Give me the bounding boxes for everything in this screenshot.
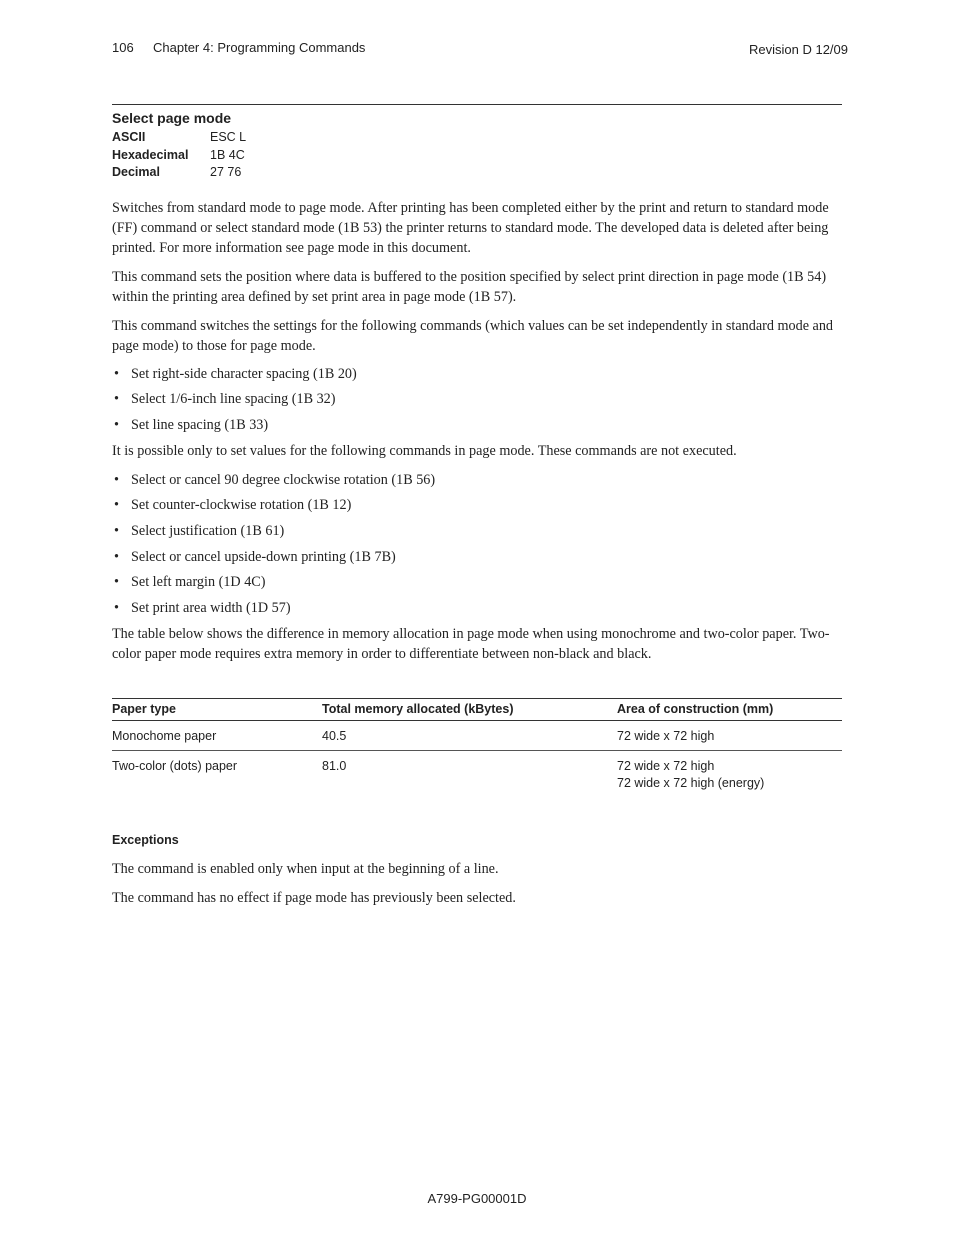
page-content: [112, 104, 842, 908]
list-item-text: Select or cancel 90 degree clockwise rotation (1B 56): [131, 471, 436, 488]
code-row-hex: [112, 147, 842, 165]
bullet-marker: •: [114, 497, 119, 514]
table-cell: Monochome paper: [112, 720, 322, 750]
exceptions-heading: Exceptions: [112, 832, 179, 847]
list-item-text: Set print area width (1D 57): [131, 600, 291, 616]
list-item: [112, 364, 842, 384]
section-rule: [112, 104, 842, 105]
page-number: 106: [112, 40, 134, 55]
code-label: ASCII: [112, 130, 146, 144]
table-row: [112, 750, 842, 797]
list-item: [112, 547, 842, 567]
command-codes: [112, 129, 842, 182]
code-row-decimal: [112, 164, 842, 182]
list-item-text: Select or cancel upside-down printing (1B 7B): [131, 548, 396, 565]
bullet-marker: •: [114, 391, 119, 408]
column-header: Paper type: [112, 698, 322, 720]
column-header: Total memory allocated (kBytes): [322, 698, 617, 720]
list-item: [112, 495, 842, 515]
page-footer: [0, 1191, 954, 1206]
bullet-marker: •: [114, 416, 119, 433]
bullet-marker: •: [114, 365, 119, 382]
bullet-marker: •: [114, 574, 119, 591]
list-item-text: Set left margin (1D 4C): [131, 574, 266, 591]
revision-label: Revision D 12/09: [749, 42, 848, 57]
list-item: [112, 572, 842, 592]
paragraph: This command switches the settings for the following commands (which values can be set independently in standard mode and page mode) to those for page mode.: [112, 317, 834, 354]
bullet-list: [112, 364, 842, 435]
table-cell: 81.0: [322, 758, 347, 773]
code-label: Hexadecimal: [112, 147, 189, 162]
list-item-text: Select 1/6-inch line spacing (1B 32): [131, 391, 336, 408]
paragraph: It is possible only to set values for the following commands in page mode. These commands are not executed.: [112, 442, 737, 459]
list-item-text: Select justification (1B 61): [131, 522, 285, 539]
memory-table: [112, 698, 842, 797]
chapter-title: Chapter 4: Programming Commands: [153, 40, 366, 55]
bullet-list: [112, 470, 842, 618]
bullet-marker: •: [114, 522, 119, 539]
table-cell: 40.5: [322, 720, 617, 750]
bullet-marker: •: [114, 548, 119, 565]
list-item: [112, 470, 842, 490]
area-line: 72 wide x 72 high (energy): [617, 775, 765, 790]
code-value: 27 76: [210, 165, 242, 179]
paragraph: The command has no effect if page mode has previously been selected.: [112, 889, 516, 906]
code-row-ascii: [112, 129, 842, 147]
list-item: [112, 415, 842, 435]
list-item: [112, 598, 842, 618]
list-item: [112, 521, 842, 541]
code-value: 1B 4C: [210, 147, 245, 162]
paragraph: Switches from standard mode to page mode. After printing has been completed either by the print and return to standard mode (FF) command or select standard mode (1B 53) the printer returns to standard mode. The developed data is deleted after being printed. For more information see page mode in this document.: [112, 199, 829, 256]
bullet-marker: •: [114, 471, 119, 488]
list-item-text: Set right-side character spacing (1B 20): [131, 365, 357, 382]
doc-number: A799-PG00001D: [427, 1191, 527, 1206]
table-cell: 72 wide x 72 high: [617, 720, 842, 750]
paragraph: This command sets the position where data is buffered to the position specified by select print direction in page mode (1B 54) within the printing area defined by set print area in page mode (1B 57).: [112, 268, 827, 305]
table-row: [112, 720, 842, 750]
area-line: 72 wide x 72 high: [617, 758, 715, 773]
table-header-row: [112, 698, 842, 720]
table-cell-area: [617, 750, 842, 797]
paragraph: The command is enabled only when input at the beginning of a line.: [112, 860, 499, 877]
section-title: Select page mode: [112, 110, 232, 126]
list-item-text: Set counter-clockwise rotation (1B 12): [131, 497, 352, 514]
list-item: [112, 389, 842, 409]
column-header: Area of construction (mm): [617, 698, 842, 720]
table-cell: Two-color (dots) paper: [112, 758, 238, 773]
code-value: ESC L: [210, 130, 247, 144]
paragraph: The table below shows the difference in memory allocation in page mode when using monochrome and two-color paper. Two-color paper mode requires extra memory in order to differentiate between non-black and black.: [112, 625, 830, 662]
page-header: [112, 40, 848, 60]
code-label: Decimal: [112, 165, 160, 179]
list-item-text: Set line spacing (1B 33): [131, 416, 269, 433]
bullet-marker: •: [114, 600, 119, 616]
